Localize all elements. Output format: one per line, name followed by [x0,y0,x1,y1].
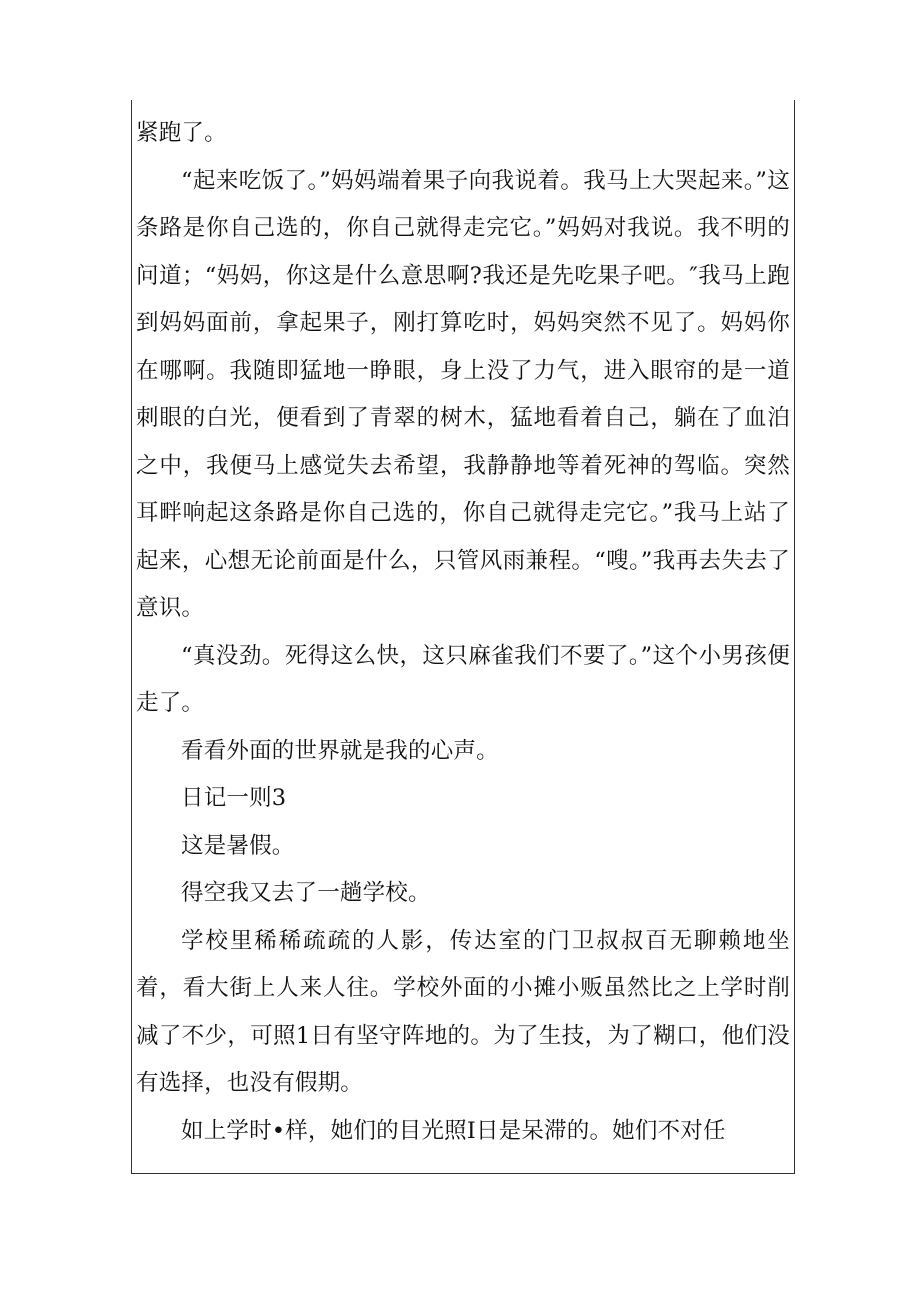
paragraph-1: 紧跑了。 [136,120,227,146]
paragraph-3: “真没劲。死得这么快，这只麻雀我们不要了。”这个小男孩便走了。 [136,642,790,716]
paragraph-2: “起来吃饭了。”妈妈端着果子向我说着。我马上大哭起来。”这条路是你自己选的，你自己就得走完它。”妈妈对我说。我不明的问道；“妈妈，你这是什么意思啊?我还是先吃果子吧。″我马上跑到妈妈面前，拿起果子，刚打算吃时，妈妈突然不见了。妈妈你在哪啊。我随即猛地一睁眼，身上没了力气，进入眼帘的是一道刺眼的白光，便看到了青翠的树木，猛地看着自己，躺在了血泊之中，我便马上感觉失去希望，我静静地等着死神的驾临。突然耳畔响起这条路是你自己选的，你自己就得走完它。”我马上站了起来，心想无论前面是什么，只管风雨兼程。“嗖。”我再去失去了意识。 [136,167,790,621]
paragraph-9: 如上学时•样，她们的目光照I日是呆滞的。她们不对任 [181,1117,726,1144]
paragraph-4: 看看外面的世界就是我的心声。 [181,737,499,764]
paragraph-7: 得空我又去了一趟学校。 [181,880,431,906]
diary-heading: 日记一则3 [181,785,287,811]
paragraph-6: 这是暑假。 [181,832,295,859]
paragraph-8: 学校里稀稀疏疏的人影，传达室的门卫叔叔百无聊赖地坐着，看大街上人来人往。学校外面的小摊小贩虽然比之上学时削减了不少，可照1日有坚守阵地的。为了生技，为了糊口，他们没有选择，也没有假期。 [136,927,790,1096]
document-body [136,110,790,1155]
